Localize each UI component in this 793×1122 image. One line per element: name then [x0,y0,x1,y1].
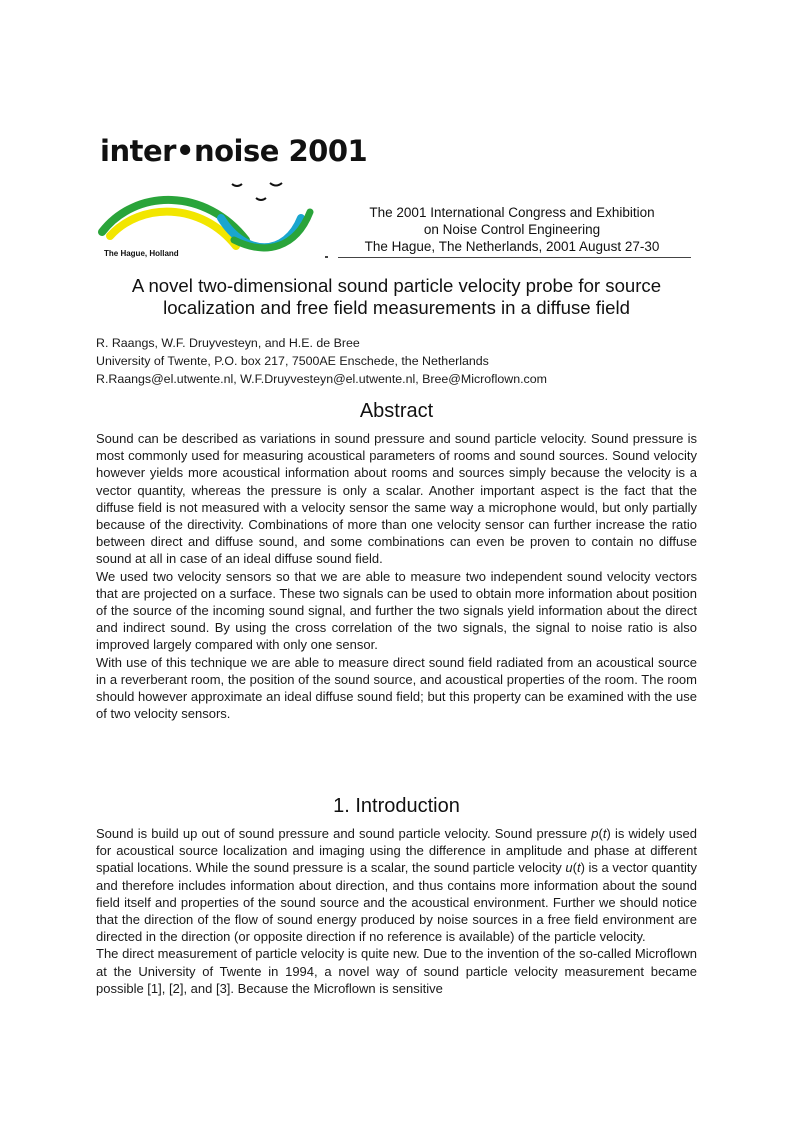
wave-smile-icon [96,178,336,258]
title-line-1: A novel two-dimensional sound particle velocity probe for source [131,275,662,296]
authors: R. Raangs, W.F. Druyvesteyn, and H.E. de Bree [96,336,360,350]
logo-city: The Hague, Holland [104,249,179,258]
conference-line-3: The Hague, The Netherlands, 2001 August 27-30 [364,239,660,254]
abstract-paragraph-1: Sound can be described as variations in sound pressure and sound particle velocity. Sound pressure is most commonly used for measuring acoustical parameters of rooms and sound sources. Sound velocity however yields more acoustical information about rooms and sources simply because the velocity is a vector quantity, whereas the pressure is only a scalar. Another important aspect is the fact that the diffuse field is not measured with a velocity sensor the same way a microphone would, but only partially because of the directivity. Combinations of more than one velocity sensor can further increase the ratio between direct and diffuse sound, and some combinations can even be proven to contain no diffuse sound at all in case of an ideal diffuse sound field. [96,431,697,567]
paper-title [96,275,697,319]
abstract-heading: Abstract [359,400,434,422]
conference-logo [96,134,368,262]
title-line-2: localization and free field measurements in a diffuse field [163,297,630,318]
conference-line-1: The 2001 International Congress and Exhibition [369,205,655,220]
abstract-paragraph-2: We used two velocity sensors so that we are able to measure two independent sound velocity vectors that are projected on a surface. These two signals can be used to obtain more information about position of the source of the incoming sound signal, and further the two signals yield information about the direct and indirect sound. By using the cross correlation of the two signals, the signal to noise ratio is also improved largely compared with only one sensor. [96,568,698,653]
affiliation: University of Twente, P.O. box 217, 7500AE Enschede, the Netherlands [96,354,489,368]
logo-wordmark: inter•noise 2001 [100,134,368,168]
introduction-body [96,825,697,997]
emails: R.Raangs@el.utwente.nl, W.F.Druyvesteyn@el.utwente.nl, Bree@Microflown.com [96,372,547,386]
abstract-body [96,430,697,722]
conference-line-2: on Noise Control Engineering [423,222,601,237]
author-block [96,334,697,388]
introduction-heading: 1. Introduction [333,795,460,817]
abstract-paragraph-3: With use of this technique we are able to measure direct sound field radiated from an acoustical source in a reverberant room, the position of the sound source, and acoustical properties of the room. The room should however approximate an ideal diffuse sound field; but this property can be examined with the use of two velocity sensors. [96,654,697,722]
conference-header [338,204,686,255]
introduction-paragraph-1: Sound is build up out of sound pressure and sound particle velocity. Sound pressure p(t) is widely used for acoustical source localization and imaging using the difference in amplitude and phase at different spatial locations. While the sound pressure is a scalar, the sound particle velocity u(t) is a vector quantity and therefore includes information about direction, and thus contains more information about the sound field itself and properties of the sound source and the acoustical environment. Further we should notice that the direction of the flow of sound energy produced by noise sources in a free field environment are directed in the direction (or opposite direction if no reference is available) of the particle velocity. [96,826,698,945]
header-rule-dot [325,256,328,258]
introduction-paragraph-2: The direct measurement of particle velocity is quite new. Due to the invention of the so-called Microflown at the University of Twente in 1994, a novel way of sound particle velocity measurement became possible [1], [2], and [3]. Because the Microflown is sensitive [96,946,697,996]
header-rule [338,257,691,258]
